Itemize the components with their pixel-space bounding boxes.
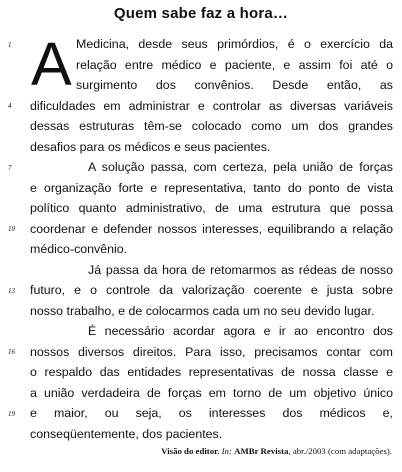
text-line: A solução passa, com certeza, pela união de forças bbox=[88, 160, 393, 174]
line-number: 19 bbox=[8, 410, 15, 418]
line-number: 1 bbox=[8, 41, 12, 49]
drop-cap: A bbox=[31, 30, 72, 98]
text-line: médico-convênio. bbox=[30, 242, 128, 256]
text-line: dessas estruturas têm-se colocado como um dos grandes bbox=[30, 119, 393, 133]
text-line: político quanto administrativo, de uma estrutura que possa bbox=[30, 201, 393, 215]
text-line: nosso trabalho, e de colocarmos cada um no seu devido lugar. bbox=[30, 303, 375, 318]
text-line: surgimento dos convênios. Desde então, as bbox=[76, 78, 393, 92]
text-line: o respaldo das entidades representativas de nossa classe e bbox=[30, 365, 393, 379]
text-line: Medicina, desde seus primórdios, é o exercício da bbox=[76, 37, 393, 51]
text-line: conseqüentemente, dos pacientes. bbox=[30, 426, 223, 441]
source-citation bbox=[161, 446, 392, 456]
text-line: desafios para os médicos e seus pacientes. bbox=[30, 139, 271, 154]
text-line: futuro, e o controle da valorização coerente e justa sobre bbox=[30, 283, 393, 297]
line-number: 16 bbox=[8, 348, 15, 356]
text-line: relação entre médico e paciente, e assim foi até o bbox=[76, 57, 393, 72]
line-number: 13 bbox=[8, 287, 15, 295]
source-author: Visão do editor. bbox=[161, 446, 220, 456]
text-line: Já passa da hora de retomarmos as rédeas de nosso bbox=[88, 262, 393, 277]
text-body bbox=[30, 30, 393, 444]
source-in: In: bbox=[221, 446, 232, 456]
line-number: 4 bbox=[8, 102, 12, 110]
source-date: , abr./2003 (com adaptações). bbox=[288, 446, 392, 456]
text-line: nossos diversos direitos. Para isso, precisamos contar com bbox=[30, 344, 393, 359]
line-number: 10 bbox=[8, 225, 15, 233]
text-line: É necessário acordar agora e ir ao encontro dos bbox=[88, 324, 393, 338]
source-publication: AMBr Revista bbox=[234, 446, 289, 456]
text-line: coordenar e defender nossos interesses, equilibrando a relação bbox=[30, 221, 393, 236]
text-line: dificuldades em administrar e controlar as diversas variáveis bbox=[30, 98, 393, 113]
text-title: Quem sabe faz a hora… bbox=[113, 5, 289, 22]
text-line: e maior, ou seja, os interesses dos médicos e, bbox=[30, 406, 393, 420]
line-number: 7 bbox=[8, 164, 12, 172]
text-line: a união verdadeira de forças em torno de um objetivo único bbox=[30, 385, 393, 400]
text-line: e organização forte e representativa, tanto do ponto de vista bbox=[30, 180, 393, 195]
